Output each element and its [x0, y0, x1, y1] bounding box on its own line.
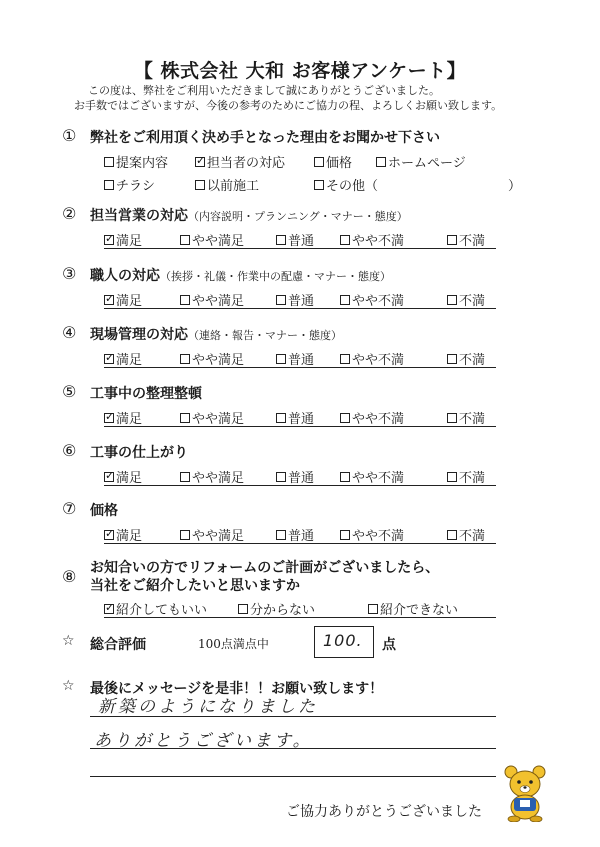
rating-option-label: 普通: [288, 471, 315, 486]
question-title: [90, 205, 408, 225]
checkbox-checked[interactable]: [104, 472, 114, 482]
checkbox[interactable]: [180, 354, 190, 364]
checkbox[interactable]: [276, 354, 286, 364]
message-line-1: 新築のようになりました: [98, 697, 318, 717]
checkbox[interactable]: [314, 157, 324, 167]
question-underline: [104, 367, 496, 368]
question-subtitle: （内容説明・プランニング・マナー・態度）: [188, 210, 408, 223]
rating-option-label: 普通: [288, 294, 315, 309]
rating-option[interactable]: [180, 467, 244, 486]
question-underline: [104, 308, 496, 309]
question-title: [90, 500, 118, 520]
score-unit: 点: [382, 637, 396, 653]
checkbox[interactable]: [314, 180, 324, 190]
rating-option-label: やや不満: [352, 471, 405, 486]
q8-option-can-recommend[interactable]: ✓ 紹介してもいい: [104, 599, 207, 618]
question-number: ⑦: [62, 499, 77, 518]
overall-star-icon: ☆: [62, 633, 75, 649]
rating-option-label: 不満: [459, 294, 486, 309]
checkbox[interactable]: [340, 295, 350, 305]
rating-option-label: 普通: [288, 412, 315, 427]
rating-option-label: 普通: [288, 234, 315, 249]
q8-title-line-2: 当社をご紹介したいと思いますか: [90, 578, 300, 594]
rating-option[interactable]: [340, 408, 404, 427]
survey-title: 【 株式会社 大和 お客様アンケート】: [133, 60, 467, 82]
rating-option[interactable]: [180, 230, 244, 249]
checkbox-checked[interactable]: [104, 604, 114, 614]
checkbox[interactable]: [447, 235, 457, 245]
checkbox[interactable]: [340, 235, 350, 245]
rating-option-label: 満足: [116, 234, 143, 249]
q8-option-cannot-recommend[interactable]: 紹介できない: [368, 599, 458, 618]
overall-scale-text: 100点満点中: [198, 637, 269, 651]
checkbox[interactable]: [368, 604, 378, 614]
rating-option[interactable]: [180, 290, 244, 309]
rating-option[interactable]: [340, 349, 404, 368]
checkbox[interactable]: [104, 157, 114, 167]
question-title: [90, 383, 202, 403]
checkbox-checked[interactable]: [104, 295, 114, 305]
rating-option[interactable]: [104, 230, 142, 249]
rating-option[interactable]: [180, 349, 244, 368]
rating-option[interactable]: [276, 408, 314, 427]
question-underline: [104, 485, 496, 486]
q8-number: ⑧: [62, 567, 77, 586]
rating-option[interactable]: [104, 290, 142, 309]
rating-option-label: やや不満: [352, 412, 405, 427]
overall-label: 総合評価: [90, 637, 146, 653]
checkbox[interactable]: [340, 354, 350, 364]
checkbox[interactable]: [276, 235, 286, 245]
rating-option[interactable]: [447, 290, 485, 309]
q1-option-homepage[interactable]: ホームページ: [376, 152, 466, 171]
checkbox[interactable]: [195, 180, 205, 190]
rating-option[interactable]: [447, 230, 485, 249]
question-subtitle: （挨拶・礼儀・作業中の配慮・マナー・態度）: [160, 270, 391, 283]
checkbox[interactable]: [447, 413, 457, 423]
checkbox[interactable]: [180, 530, 190, 540]
rating-option[interactable]: [104, 349, 142, 368]
question-underline: [104, 248, 496, 249]
rating-option-label: やや満足: [192, 412, 245, 427]
question-number: ③: [62, 264, 77, 283]
question-title-text: 現場管理の対応: [90, 327, 188, 343]
rating-option[interactable]: [180, 525, 244, 544]
rating-option[interactable]: [180, 408, 244, 427]
message-title: 最後にメッセージを是非！！お願い致します！: [90, 681, 384, 697]
q1-number: ①: [62, 126, 77, 145]
question-title-text: 職人の対応: [90, 268, 160, 284]
checkbox-checked[interactable]: [104, 235, 114, 245]
checkbox[interactable]: [180, 235, 190, 245]
question-title: [90, 442, 188, 462]
checkbox[interactable]: [447, 295, 457, 305]
q8-underline: [104, 617, 496, 618]
question-title: [90, 324, 342, 344]
message-star-icon: ☆: [62, 678, 75, 694]
checkbox[interactable]: [376, 157, 386, 167]
rating-option[interactable]: [104, 525, 142, 544]
rating-option[interactable]: [447, 525, 485, 544]
checkbox[interactable]: [180, 472, 190, 482]
rating-option-label: 不満: [459, 353, 486, 368]
question-subtitle: （連絡・報告・マナー・態度）: [188, 329, 342, 342]
rating-option[interactable]: [340, 467, 404, 486]
q8-title-line-1: お知合いの方でリフォームのご計画がございましたら、: [90, 560, 440, 576]
rating-option[interactable]: [340, 525, 404, 544]
message-underline-1: [90, 716, 496, 717]
rating-option[interactable]: [276, 525, 314, 544]
question-underline: [104, 426, 496, 427]
rating-option-label: やや不満: [352, 294, 405, 309]
message-line-2: ありがとうございます。: [94, 731, 313, 751]
q1-option-flyer[interactable]: チラシ: [104, 175, 155, 194]
checkbox[interactable]: [276, 413, 286, 423]
checkbox[interactable]: [340, 413, 350, 423]
checkbox[interactable]: [340, 530, 350, 540]
score-box[interactable]: [314, 626, 374, 658]
checkbox[interactable]: [276, 530, 286, 540]
q1-option-other[interactable]: その他（: [314, 175, 378, 194]
rating-option-label: 満足: [116, 412, 143, 427]
checkbox[interactable]: [180, 413, 190, 423]
rating-option[interactable]: [276, 349, 314, 368]
q1-other-close: ）: [508, 179, 522, 194]
rating-option-label: 満足: [116, 471, 143, 486]
checkbox-checked[interactable]: [195, 157, 205, 167]
rating-option-label: 満足: [116, 294, 143, 309]
q1-option-staff[interactable]: ✓ 担当者の対応: [195, 152, 285, 171]
rating-option-label: やや不満: [352, 234, 405, 249]
rating-option-label: 普通: [288, 353, 315, 368]
rating-option-label: 不満: [459, 234, 486, 249]
q1-option-previous-work[interactable]: 以前施工: [195, 175, 259, 194]
checkbox-checked[interactable]: [104, 413, 114, 423]
rating-option[interactable]: [276, 467, 314, 486]
q1-option-proposal[interactable]: 提案内容: [104, 152, 168, 171]
q1-option-price[interactable]: 価格: [314, 152, 352, 171]
rating-option-label: 満足: [116, 529, 143, 544]
rating-option[interactable]: [276, 290, 314, 309]
rating-option-label: 不満: [459, 471, 486, 486]
rating-option[interactable]: [447, 408, 485, 427]
bear-mascot-icon: [502, 764, 548, 822]
rating-option[interactable]: [447, 349, 485, 368]
message-underline-3: [90, 776, 496, 777]
q8-option-not-sure[interactable]: 分からない: [238, 599, 315, 618]
message-underline-2: [90, 748, 496, 749]
intro-line-1: この度は、弊社をご利用いただきまして誠にありがとうございました。: [88, 84, 440, 97]
question-number: ⑤: [62, 382, 77, 401]
checkbox[interactable]: [238, 604, 248, 614]
footer-thanks: ご協力ありがとうございました: [286, 804, 482, 820]
rating-option[interactable]: [340, 290, 404, 309]
checkbox[interactable]: [447, 530, 457, 540]
question-title-text: 価格: [90, 503, 118, 519]
question-number: ④: [62, 323, 77, 342]
rating-option[interactable]: [340, 230, 404, 249]
checkbox[interactable]: [276, 472, 286, 482]
checkbox[interactable]: [447, 354, 457, 364]
rating-option-label: やや不満: [352, 353, 405, 368]
rating-option-label: 満足: [116, 353, 143, 368]
rating-option[interactable]: [104, 467, 142, 486]
question-number: ②: [62, 204, 77, 223]
question-underline: [104, 543, 496, 544]
checkbox[interactable]: [180, 295, 190, 305]
rating-option-label: やや満足: [192, 234, 245, 249]
checkbox[interactable]: [340, 472, 350, 482]
rating-option-label: 不満: [459, 529, 486, 544]
rating-option[interactable]: [104, 408, 142, 427]
rating-option-label: やや満足: [192, 471, 245, 486]
q1-title: 弊社をご利用頂く決め手となった理由をお聞かせ下さい: [90, 130, 440, 146]
checkbox[interactable]: [447, 472, 457, 482]
checkbox[interactable]: [104, 180, 114, 190]
rating-option-label: やや満足: [192, 294, 245, 309]
question-title-text: 工事中の整理整頓: [90, 386, 202, 402]
question-title: [90, 265, 391, 285]
question-title-text: 工事の仕上がり: [90, 445, 188, 461]
question-number: ⑥: [62, 441, 77, 460]
rating-option-label: やや満足: [192, 529, 245, 544]
rating-option-label: やや不満: [352, 529, 405, 544]
checkbox[interactable]: [276, 295, 286, 305]
rating-option-label: 普通: [288, 529, 315, 544]
question-title-text: 担当営業の対応: [90, 208, 188, 224]
checkbox-checked[interactable]: [104, 530, 114, 540]
rating-option-label: 不満: [459, 412, 486, 427]
rating-option[interactable]: [447, 467, 485, 486]
rating-option[interactable]: [276, 230, 314, 249]
checkbox-checked[interactable]: [104, 354, 114, 364]
score-value: 100.: [323, 631, 363, 650]
rating-option-label: やや満足: [192, 353, 245, 368]
intro-line-2: お手数ではございますが、今後の参考のためにご協力の程、よろしくお願い致します。: [74, 99, 503, 112]
